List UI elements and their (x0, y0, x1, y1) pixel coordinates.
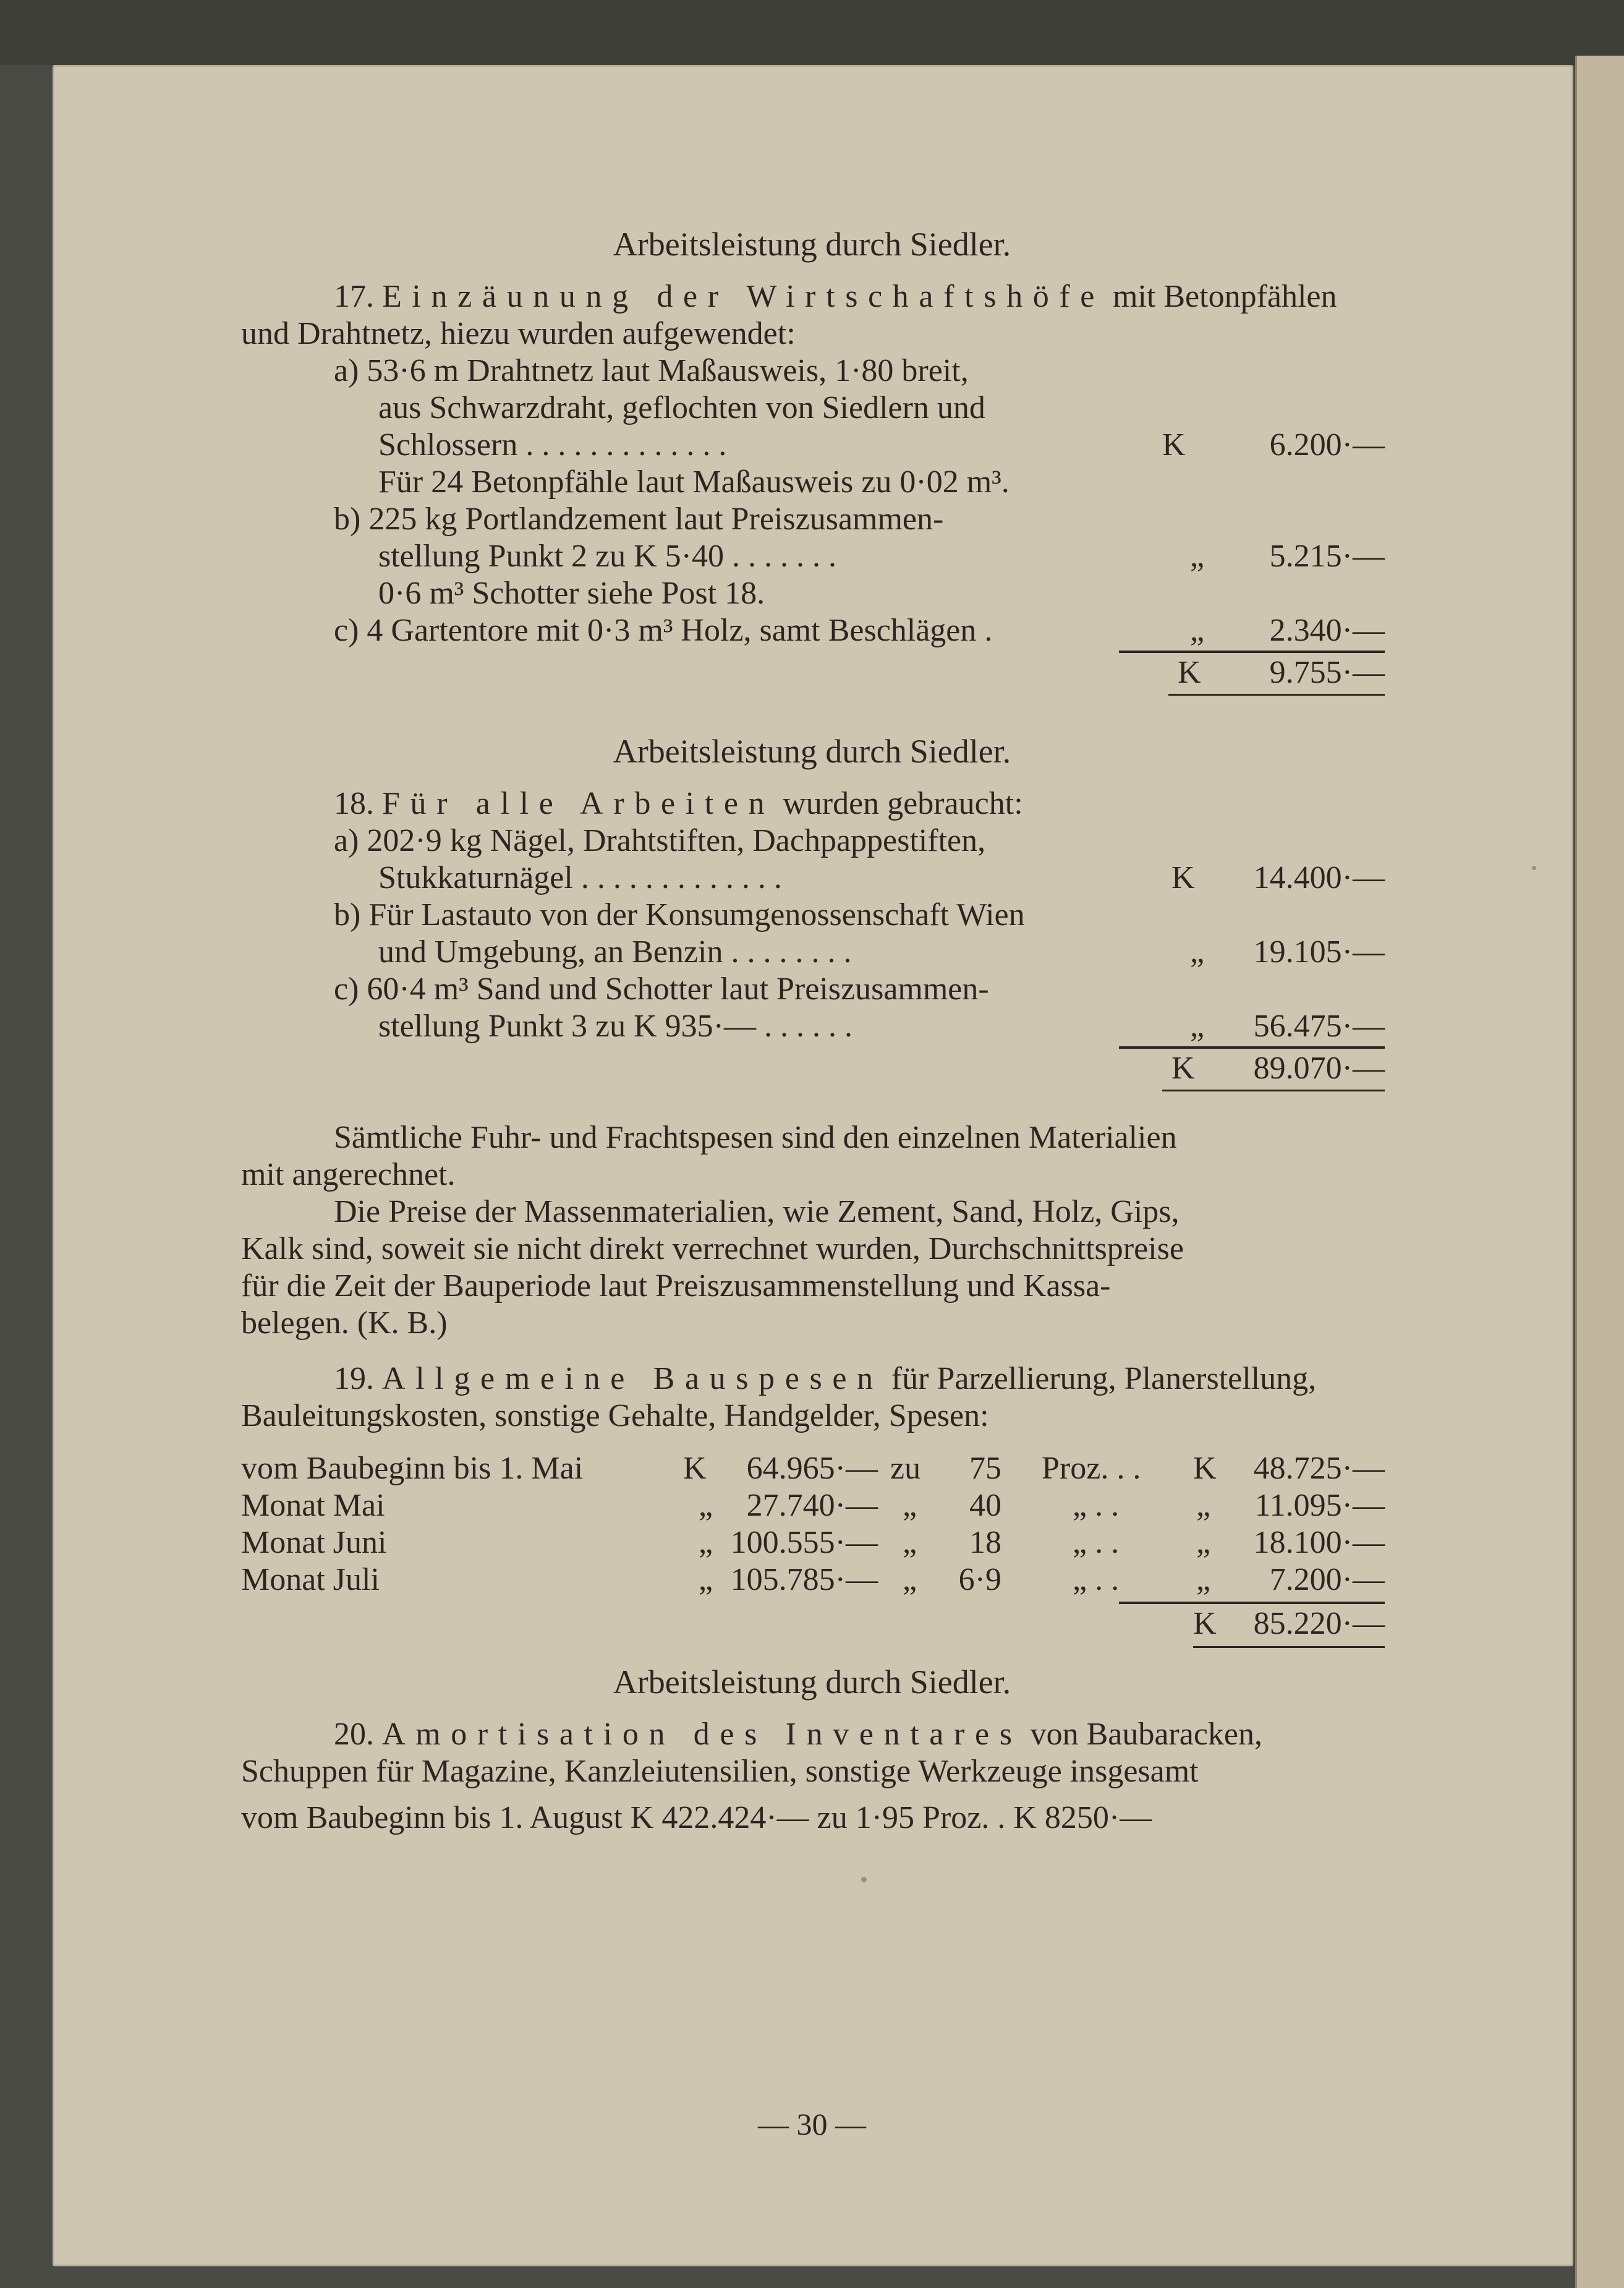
row-currency: „ (699, 1488, 713, 1523)
spaced-title: Allgemeine Bauspesen (382, 1361, 883, 1396)
item-number: 18. (334, 786, 374, 821)
sum-rule (1119, 1602, 1385, 1604)
text-line: mit angerechnet. (241, 1157, 456, 1192)
row-result-currency: K (1193, 1451, 1217, 1486)
row-pct: 75 (969, 1451, 1001, 1486)
title-rest: für Parzellierung, Planerstellung, (891, 1361, 1317, 1396)
title-rest: wurden gebraucht: (783, 786, 1023, 821)
paper-speck (1532, 866, 1536, 870)
table-row-label: Monat Juni (241, 1525, 387, 1560)
amount: 5.215·— (1269, 539, 1385, 574)
spaced-title: Für alle Arbeiten (382, 786, 775, 821)
text-line: Kalk sind, soweit sie nicht direkt verrechnet wurden, Durchschnittspreise (241, 1231, 1184, 1266)
row-zu: „ (903, 1525, 917, 1560)
currency: K (1171, 1051, 1195, 1086)
spaced-title: Amortisation des Inventares (382, 1717, 1022, 1752)
row-result: 18.100·— (1253, 1525, 1385, 1560)
row-zu: „ (903, 1562, 917, 1597)
total-amount: 85.220·— (1253, 1606, 1385, 1641)
item-17-title (334, 278, 1337, 315)
row-pct: 6·9 (958, 1562, 1001, 1597)
row-pct: 40 (969, 1488, 1001, 1523)
section-heading: Arbeitsleistung durch Siedler. (613, 1663, 1011, 1701)
total-underline (1168, 694, 1385, 696)
row-base: 27.740·— (746, 1488, 878, 1523)
amount: 2.340·— (1269, 613, 1385, 648)
currency: „ (1190, 934, 1205, 970)
row-zu: „ (903, 1488, 917, 1523)
text-line: Sämtliche Fuhr- und Frachtspesen sind den einzelnen Materialien (334, 1120, 1177, 1155)
row-result: 11.095·— (1254, 1488, 1385, 1523)
text-line: Bauleitungskosten, sonstige Gehalte, Handgelder, Spesen: (241, 1398, 989, 1433)
row-proz: „ . . (1073, 1562, 1120, 1597)
text-line: c) 4 Gartentore mit 0·3 m³ Holz, samt Beschlägen . (334, 613, 993, 648)
text-line: Schlossern . . . . . . . . . . . . . (378, 427, 727, 463)
item-20-title (334, 1716, 1262, 1753)
text-line: b) 225 kg Portlandzement laut Preiszusammen- (334, 502, 944, 537)
amount: 19.105·— (1253, 934, 1385, 970)
row-pct: 18 (969, 1525, 1001, 1560)
text-line: für die Zeit der Bauperiode laut Preiszusammenstellung und Kassa- (241, 1268, 1111, 1304)
table-row-label: Monat Mai (241, 1488, 385, 1523)
text-line: Stukkaturnägel . . . . . . . . . . . . . (378, 860, 782, 895)
amount: 6.200·— (1269, 427, 1385, 463)
item-number: 20. (334, 1717, 374, 1752)
title-rest: von Baubaracken, (1030, 1717, 1262, 1752)
total-amount: 89.070·— (1253, 1051, 1385, 1086)
sum-rule (1119, 651, 1385, 653)
row-base: 105.785·— (730, 1562, 878, 1597)
currency: „ (1190, 539, 1205, 574)
row-result-currency: „ (1196, 1562, 1211, 1597)
text-line: c) 60·4 m³ Sand und Schotter laut Preiszusammen- (334, 971, 989, 1007)
amount: 56.475·— (1253, 1009, 1385, 1044)
text-line: Die Preise der Massenmaterialien, wie Zement, Sand, Holz, Gips, (334, 1194, 1180, 1229)
row-currency: K (683, 1451, 707, 1486)
row-proz: Proz. . . (1042, 1451, 1141, 1486)
table-row-label: Monat Juli (241, 1562, 380, 1597)
row-result: 48.725·— (1253, 1451, 1385, 1486)
amount: 14.400·— (1253, 860, 1385, 895)
row-zu: zu (890, 1451, 921, 1486)
row-currency: „ (699, 1562, 713, 1597)
text-line (378, 464, 1010, 501)
table-row-label: vom Baubeginn bis 1. Mai (241, 1451, 584, 1486)
text-line: vom Baubeginn bis 1. August K 422.424·— zu 1·95 Proz. . K 8250·— (241, 1800, 1152, 1835)
row-proz: „ . . (1073, 1488, 1120, 1523)
item-18-title (334, 785, 1023, 822)
row-result-currency: „ (1196, 1488, 1211, 1523)
text-line: stellung Punkt 3 zu K 935·— . . . . . . (378, 1009, 852, 1044)
text-line: aus Schwarzdraht, geflochten von Siedlern und (378, 390, 985, 425)
currency: „ (1190, 1009, 1205, 1044)
sum-rule (1119, 1046, 1385, 1049)
row-base: 100.555·— (730, 1525, 878, 1560)
currency: K (1178, 655, 1201, 690)
row-proz: „ . . (1073, 1525, 1120, 1560)
item-19-title (334, 1360, 1316, 1398)
page-number: — 30 — (758, 2107, 866, 2141)
text-line: a) 53·6 m Drahtnetz laut Maßausweis, 1·80 breit, (334, 353, 969, 388)
row-result: 7.200·— (1269, 1562, 1385, 1597)
text-line: b) Für Lastauto von der Konsumgenossenschaft Wien (334, 897, 1025, 933)
row-result-currency: „ (1196, 1525, 1211, 1560)
currency: K (1171, 860, 1195, 895)
title-rest: mit Betonpfählen (1113, 279, 1337, 314)
note: Für 24 Betonpfähle laut Maßausweis zu 0·02 m³. (378, 464, 1010, 500)
currency: K (1162, 427, 1186, 463)
currency: „ (1190, 613, 1205, 648)
total-underline (1162, 1090, 1385, 1091)
item-number: 19. (334, 1361, 374, 1396)
paper-speck (861, 1877, 867, 1882)
spaced-title: Einzäunung der Wirtschaftshöfe (382, 279, 1105, 314)
text-line: belegen. (K. B.) (241, 1305, 448, 1341)
currency: K (1193, 1606, 1217, 1641)
text-line: a) 202·9 kg Nägel, Drahtstiften, Dachpappestiften, (334, 823, 986, 858)
text-line: und Drahtnetz, hiezu wurden aufgewendet: (241, 316, 796, 351)
text-line: und Umgebung, an Benzin . . . . . . . . (378, 934, 852, 970)
row-base: 64.965·— (746, 1451, 878, 1486)
text-line: stellung Punkt 2 zu K 5·40 . . . . . . . (378, 539, 836, 574)
section-heading: Arbeitsleistung durch Siedler. (613, 733, 1011, 770)
row-currency: „ (699, 1525, 713, 1560)
total-underline (1193, 1646, 1385, 1648)
text-line: Schuppen für Magazine, Kanzleiutensilien, sonstige Werkzeuge insgesamt (241, 1754, 1199, 1789)
item-number: 17. (334, 279, 374, 314)
total-amount: 9.755·— (1269, 655, 1385, 690)
text-line: 0·6 m³ Schotter siehe Post 18. (378, 576, 765, 611)
section-heading: Arbeitsleistung durch Siedler. (613, 226, 1011, 263)
